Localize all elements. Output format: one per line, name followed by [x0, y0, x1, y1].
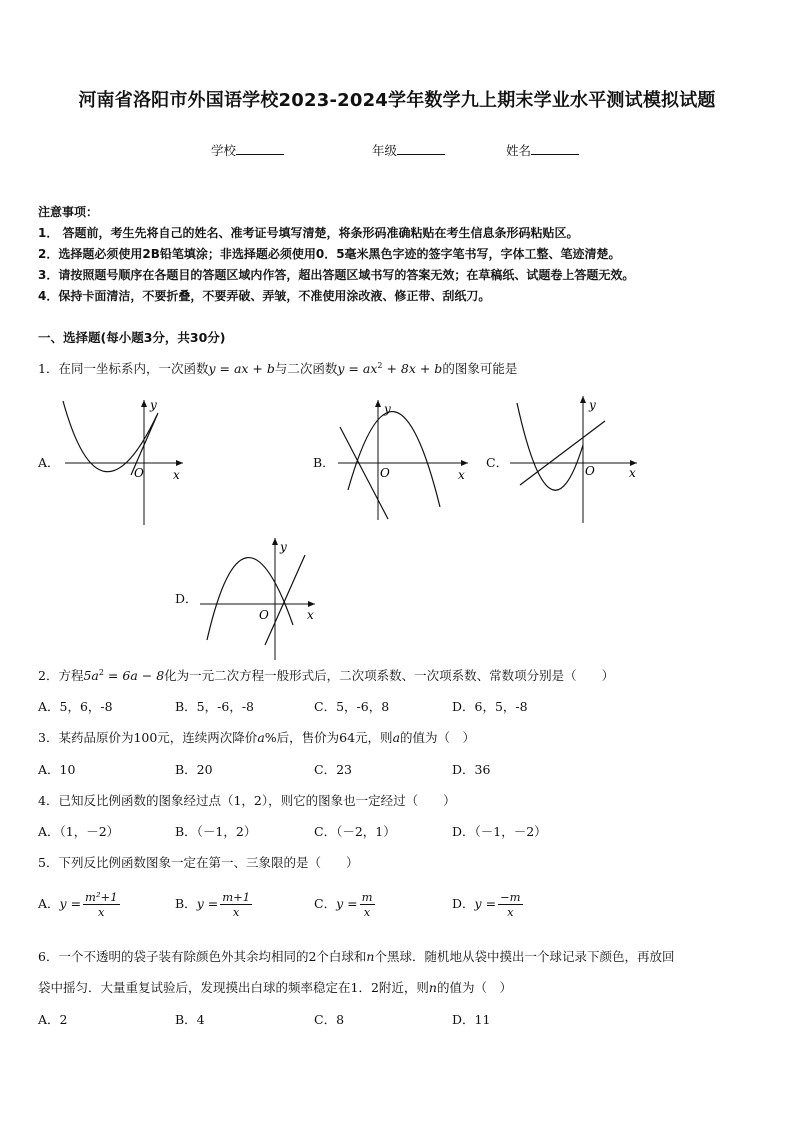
q4-option-a: A．（1，－2） [38, 824, 120, 839]
grade-field: 年级 [372, 141, 445, 159]
fraction: $\frac{\text{m²+1}}{x}$ [85, 890, 118, 919]
q2-option-a: A．5，6，-8 [38, 699, 113, 714]
notes-heading: 注意事项： [38, 205, 99, 219]
graph-b-label: B． [313, 455, 335, 470]
q3-option-d: D．36 [452, 762, 491, 777]
question-4: 4．已知反比例函数的图象经过点（1，2），则它的图象也一定经过（ ） [38, 793, 456, 808]
grade-blank [397, 142, 445, 155]
graph-c-x-label: x [629, 466, 636, 480]
note-item: 3．请按照题号顺序在各题目的答题区域内作答，超出答题区域书写的答案无效；在草稿纸、试题卷上答题无效。 [38, 268, 635, 282]
q3-option-c: C．23 [314, 762, 352, 777]
school-field: 学校 [211, 141, 284, 159]
fraction: $\frac{m}{x}$ [361, 890, 373, 919]
q4-option-c: C．（－2，1） [314, 824, 396, 839]
section-heading: 一、选择题(每小题3分，共30分) [38, 330, 226, 345]
name-field: 姓名 [506, 141, 579, 159]
q6-option-c: C．8 [314, 1012, 345, 1027]
q3-option-b: B．20 [175, 762, 213, 777]
graph-d [195, 535, 325, 665]
name-blank [531, 142, 579, 155]
question-6-line-2: 袋中摇匀．大量重复试验后，发现摸出白球的频率稳定在1．2附近，则n的值为（ ） [38, 980, 512, 995]
graph-c-origin: O [585, 464, 595, 478]
graph-a-label: A． [38, 455, 60, 470]
q3-option-a: A．10 [38, 762, 76, 777]
graph-d-x-label: x [307, 608, 314, 622]
graph-d-y-label: y [280, 540, 287, 554]
graph-b [330, 395, 475, 530]
q5-option-a: A．y = $\frac{\text{m²+1}}{x}$ [38, 890, 118, 919]
graph-a-x-label: x [173, 468, 180, 482]
q5-option-c: C．y = $\frac{m}{x}$ [314, 890, 373, 919]
q4-option-d: D．（－1，－2） [452, 824, 547, 839]
graph-a [55, 395, 190, 530]
note-item: 1． 答题前，考生先将自己的姓名、准考证号填写清楚，将条形码准确粘贴在考生信息条形码粘贴区。 [38, 226, 579, 240]
note-item: 4．保持卡面清洁，不要折叠，不要弄破、弄皱，不准使用涂改液、修正带、刮纸刀。 [38, 289, 491, 303]
fraction: $\frac{m+1}{x}$ [222, 890, 251, 919]
question-3: 3．某药品原价为100元，连续两次降价a%后，售价为64元，则a的值为（ ） [38, 730, 476, 745]
graph-d-label: D． [175, 591, 198, 606]
question-1: 1．在同一坐标系内，一次函数y = ax + b与二次函数$y = ax^2 + 8x + b$的图象可能是 [38, 360, 518, 376]
school-blank [236, 142, 284, 155]
fraction: $\frac{-m}{x}$ [500, 890, 521, 919]
graph-a-origin: O [134, 466, 144, 480]
q2-option-c: C．5，-6，8 [314, 699, 390, 714]
q4-option-b: B．（－1，2） [175, 824, 257, 839]
graph-b-origin: O [380, 466, 390, 480]
question-6-line-1: 6．一个不透明的袋子装有除颜色外其余均相同的2个白球和n个黑球．随机地从袋中摸出一个球记录下颜色，再放回 [38, 949, 675, 964]
graph-a-y-label: y [150, 398, 157, 412]
note-item: 2．选择题必须使用2B铅笔填涂；非选择题必须使用0．5毫米黑色字迹的签字笔书写，字体工整、笔迹清楚。 [38, 247, 621, 261]
q6-option-d: D．11 [452, 1012, 491, 1027]
graph-b-y-label: y [384, 402, 391, 416]
graph-d-origin: O [259, 608, 269, 622]
graph-b-x-label: x [458, 468, 465, 482]
q6-option-b: B．4 [175, 1012, 205, 1027]
question-2: 2．方程$5a^2 = 6a - 8$化为一元二次方程一般形式后，二次项系数、一次项系数、常数项分别是（ ） [38, 667, 615, 683]
q6-option-a: A．2 [38, 1012, 68, 1027]
q5-option-d: D．y = $\frac{-m}{x}$ [452, 890, 521, 919]
q2-option-d: D．6，5，-8 [452, 699, 528, 714]
question-5: 5．下列反比例函数图象一定在第一、三象限的是（ ） [38, 855, 359, 870]
q5-option-b: B．y = $\frac{m+1}{x}$ [175, 890, 251, 919]
page-title: 河南省洛阳市外国语学校2023-2024学年数学九上期末学业水平测试模拟试题 [78, 90, 716, 111]
graph-c-y-label: y [589, 398, 596, 412]
graph-c-label: C． [486, 455, 509, 470]
graph-c [505, 393, 645, 528]
q2-option-b: B．5，-6，-8 [175, 699, 254, 714]
